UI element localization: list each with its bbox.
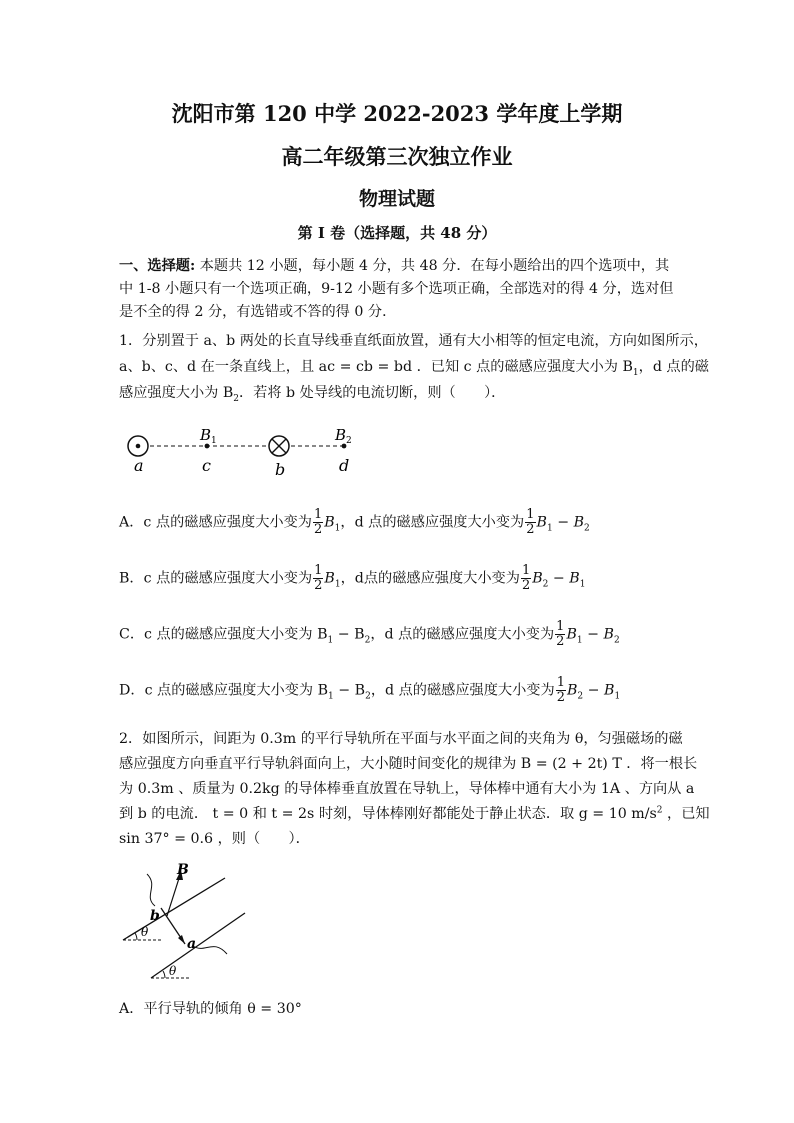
instructions-text: 本题共 12 小题，每小题 4 分，共 48 分．在每小题给出的四个选项中，其中 1-8 小题只有一个选项正确，9-12 小题有多个选项正确，全部选对的得 4 分，选对但是不全的得 2 分，有选错或不答的得 0 分． [119,258,674,320]
angle-arc-lower [163,971,165,978]
rail-lower [151,913,245,978]
q1-line-3 [119,382,505,404]
label-b: b [275,460,286,479]
frac-num: 1 [556,619,565,634]
option-c-sub-1: 1 [327,635,334,646]
q2-line-4-tail: ，已知 [662,806,710,822]
frac-den: 2 [521,578,531,593]
label-a: a [134,456,144,475]
option-b-c-var: B [324,570,335,587]
instructions [119,255,679,324]
fraction-half [556,676,566,705]
option-a-mid: ，d 点的磁感应强度大小变为 [340,514,525,531]
q1-line-2-tail: ，d 点的磁 [638,359,709,375]
grade-title: 高二年级第三次独立作业 [281,144,513,169]
option-c-sub-2: 2 [364,635,371,646]
fraction-half [313,564,323,593]
q2-line-4-sup: 2 [656,805,663,816]
option-b-c-sub: 1 [334,579,341,590]
q2-figure [115,858,275,988]
option-d-prefix: D．c 点的磁感应强度大小变为 B [119,682,329,699]
option-a-c-sub: 1 [334,523,341,534]
fraction-half [521,564,531,593]
option-a-d-var: B [536,514,547,531]
wire-lower [193,946,227,954]
option-d-minus: − B [333,682,366,699]
option-d-sub-2: 2 [365,691,371,702]
option-c-d-rest-sub: 2 [613,635,620,646]
frac-den: 2 [556,634,565,649]
subject-title: 物理试题 [358,188,435,210]
fraction-half [313,508,323,537]
label-d: d [339,456,350,475]
label-b2-sub: 2 [346,436,352,446]
option-b-d-rest: − B [548,570,580,587]
option-b-d-var: B [532,570,543,587]
q2-line-1: 2．如图所示，间距为 0.3m 的平行导轨所在平面与水平面之间的夹角为 θ，匀强磁场的磁 [119,731,683,747]
frac-num: 1 [313,507,323,522]
q1-line-2-text: a、b、c、d 在一条直线上，且 ac = cb = bd ．已知 c 点的磁感应强度大小为 B [119,359,633,375]
q2-option-a: A．平行导轨的倾角 θ = 30° [119,1001,302,1017]
theta-lower: θ [169,964,177,978]
q2-line-3: 为 0.3m 、质量为 0.2kg 的导体棒垂直放置在导轨上，导体棒中通有大小为 1A 、方向从 a [119,781,695,797]
label-b2: B [335,426,347,444]
option-a-d-rest: − B [552,514,585,531]
wire-upper [147,874,155,906]
option-d-d-sub: 2 [577,691,584,702]
frac-den: 2 [526,522,535,537]
option-b-d-rest-sub: 1 [579,579,586,590]
current-arrow-icon [178,935,185,944]
option-b-prefix: B．c 点的磁感应强度大小变为 [119,570,313,587]
q1-line-3-text: 感应强度大小为 B [119,385,234,401]
label-c: c [202,456,211,475]
option-c-mid: ，d 点的磁感应强度大小变为 [370,626,555,643]
label-b1-sub: 1 [211,436,217,446]
q2-line-4-text: 到 b 的电流． t = 0 和 t = 2s 时刻，导体棒刚好都能处于静止状态．取 g = 10 m/s [119,806,657,822]
option-c-d-var: B [566,626,577,643]
label-b1: B [200,426,212,444]
option-d-d-rest-sub: 1 [614,691,621,702]
option-d-mid: ，d 点的磁感应强度大小变为 [370,682,555,699]
fraction-half [525,508,535,537]
q2-line-2: 感应强度方向垂直平行导轨斜面向上，大小随时间变化的规律为 B = (2 + 2t) T ．将一根长 [119,756,698,772]
frac-den: 2 [314,578,323,593]
option-d-d-rest: − B [583,682,615,699]
option-b-d-sub: 2 [542,579,549,590]
frac-num: 1 [314,563,323,578]
q1-sub-1: 1 [632,367,639,378]
q1-figure [118,420,368,480]
label-b: b [150,908,160,924]
instructions-label: 一、选择题: [119,258,196,274]
q1-option-c [119,620,620,649]
frac-den: 2 [556,690,565,705]
section-title: 第 I 卷（选择题，共 48 分） [297,224,497,242]
q1-line-2 [119,356,709,378]
q1-option-d [119,676,620,705]
option-d-sub-1: 1 [328,691,334,702]
q2-line-5: sin 37° = 0.6 ，则（ ）． [119,831,310,847]
option-b-mid: ，d点的磁感应强度大小变为 [340,570,520,587]
frac-num: 1 [556,675,565,690]
q1-line-3-tail: ．若将 b 处导线的电流切断，则（ ）． [238,385,506,401]
label-a: a [187,936,197,952]
option-c-d-sub: 1 [576,635,583,646]
option-a-d-sub: 1 [546,523,553,534]
theta-upper: θ [141,925,149,939]
q1-line-1: 1．分别置于 a、b 两处的长直导线垂直纸面放置，通有大小相等的恒定电流，方向如图所示， [119,333,708,349]
angle-arc-upper [135,933,137,940]
rail-upper [123,878,225,940]
q1-sub-2: 2 [233,393,239,404]
current-dot [136,444,141,449]
option-d-d-var: B [566,682,578,699]
option-c-minus: − B [333,626,365,643]
option-a-prefix: A．c 点的磁感应强度大小变为 [119,514,312,531]
option-c-d-rest: − B [582,626,614,643]
frac-den: 2 [313,522,323,537]
school-title: 沈阳市第 120 中学 2022-2023 学年度上学期 [171,101,623,126]
q2-line-4 [119,803,710,823]
q1-option-a [119,508,590,537]
fraction-half [555,620,565,649]
point-c [205,444,210,449]
option-a-d-rest-sub: 2 [584,523,590,534]
q1-option-b [119,564,585,593]
option-c-prefix: C．c 点的磁感应强度大小变为 B [119,626,328,643]
frac-num: 1 [526,507,535,522]
label-B: B [177,862,189,878]
frac-num: 1 [521,563,531,578]
option-a-c-var: B [324,514,335,531]
